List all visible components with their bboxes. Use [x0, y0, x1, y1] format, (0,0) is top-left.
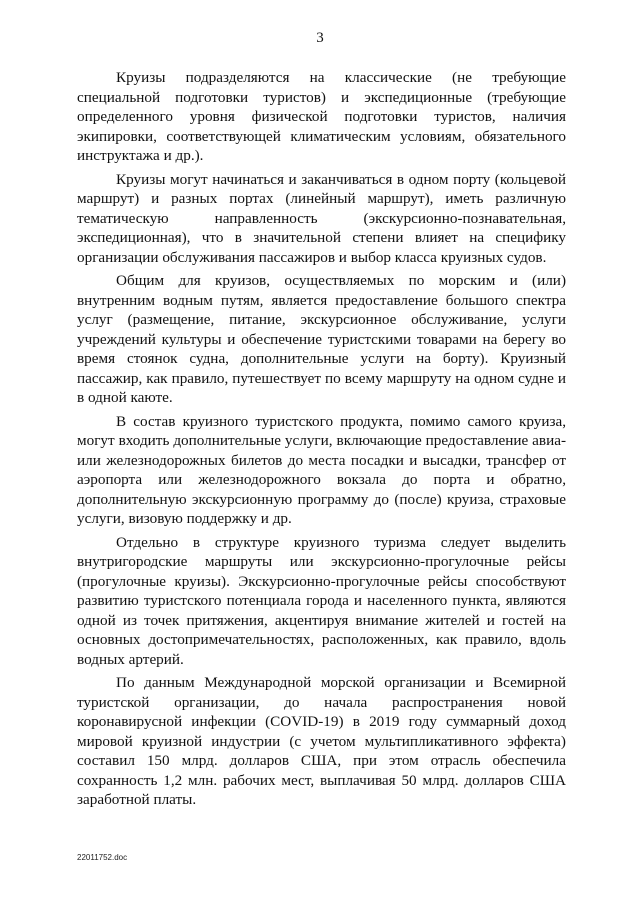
document-body — [77, 68, 566, 810]
paragraph-city-routes: Отдельно в структуре круизного туризма следует выделить внутригородские маршруты или экскурсионно-прогулочные рейсы (прогулочные круизы). Экскурсионно-прогулочные рейсы способствуют развитию туристского потенциала города и населенного пункта, являются одной из точек притяжения, акцентируя внимание жителей и гостей на основных достопримечательностях, расположенных, как правило, вдоль водных артерий. — [77, 533, 566, 668]
paragraph-cruise-types: Круизы подразделяются на классические (не требующие специальной подготовки туристов) и экспедиционные (требующие определенного уровня физической подготовки туристов, наличия экипировки, соответствующей климатическим условиям, обязательного инструктажа и др.). — [77, 69, 566, 164]
paragraph-industry-statistics: По данным Международной морской организации и Всемирной туристской организации, до начала распространения новой коронавирусной инфекции (COVID-19) в 2019 году суммарный доход мировой круизной индустрии (с учетом мультипликативного эффекта) составил 150 млрд. долларов США, при этом отрасль обеспечила сохранность 1,2 млн. рабочих мест, выплачивая 50 млрд. долларов США заработной платы. — [77, 674, 566, 808]
document-file-code: 22011752.doc — [77, 853, 128, 862]
paragraph-cruise-services: Общим для круизов, осуществляемых по морским и (или) внутренним водным путям, является предоставление большого спектра услуг (размещение, питание, экскурсионное обслуживание, услуги учреждений культуры и обеспечение туристскими товарами на берегу во время стоянок судна, дополнительные услуги на борту). Круизный пассажир, как правило, путешествует по всему маршруту на одном судне и в одной каюте. — [77, 272, 566, 406]
paragraph-cruise-routes: Круизы могут начинаться и заканчиваться в одном порту (кольцевой маршрут) и разных портах (линейный маршрут), иметь различную тематическую направленность (экскурсионно-познавательная, экспедиционная), что в значительной степени влияет на специфику организации обслуживания пассажиров и выбор класса круизных судов. — [77, 170, 566, 266]
page-number: 3 — [316, 30, 324, 46]
paragraph-cruise-product: В состав круизного туристского продукта, помимо самого круиза, могут входить дополнительные услуги, включающие предоставление авиа- или железнодорожных билетов до места посадки и высадки, трансфер от аэропорта или железнодорожного вокзала до порта и обратно, дополнительную экскурсионную программу до (после) круиза, страховые услуги, визовую поддержку и др. — [77, 412, 566, 527]
